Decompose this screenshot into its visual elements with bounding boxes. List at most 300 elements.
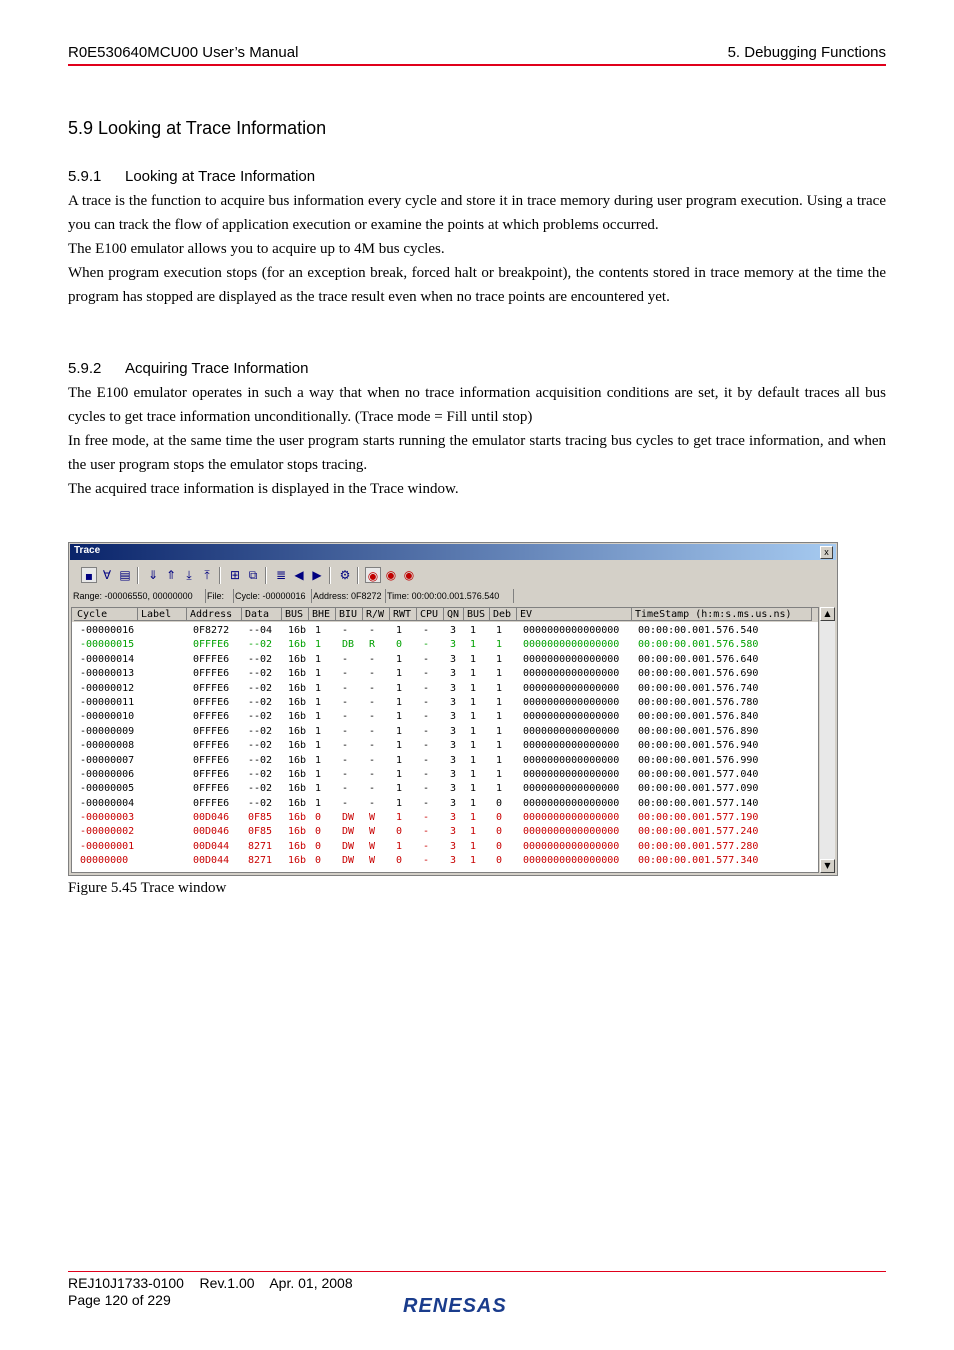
search-prev-icon[interactable]: ◉ — [403, 568, 415, 582]
cell-qn: 3 — [450, 840, 457, 852]
cell-bus: 1 — [470, 768, 477, 780]
filter-icon[interactable]: ∀ — [102, 568, 112, 582]
toolbar-separator — [137, 567, 139, 584]
table-row[interactable] — [72, 840, 818, 854]
cell-address: 0FFFE6 — [193, 696, 230, 708]
cell-ev: 0000000000000000 — [523, 797, 620, 809]
cell-cycle: -00000011 — [80, 696, 135, 708]
cell-ev: 0000000000000000 — [523, 696, 620, 708]
cell-bus-width: 16b — [288, 696, 307, 708]
vertical-scrollbar[interactable] — [819, 607, 835, 873]
cell-cycle: -00000009 — [80, 725, 135, 737]
cell-data: --02 — [248, 740, 273, 752]
cell-cpu: - — [423, 812, 430, 824]
cell-biu: - — [342, 725, 349, 737]
cell-ev: 0000000000000000 — [523, 754, 620, 766]
cell-rw: R — [369, 639, 376, 651]
cell-bhe: 1 — [315, 682, 322, 694]
column-header-deb[interactable]: Deb — [490, 608, 517, 621]
cell-timestamp: 00:00:00.001.576.540 — [638, 625, 759, 636]
cell-timestamp: 00:00:00.001.576.640 — [638, 653, 759, 665]
cell-address: 0FFFE6 — [193, 768, 230, 780]
cell-biu: - — [342, 711, 349, 723]
table-row[interactable] — [72, 653, 818, 667]
trace-window-title: Trace — [74, 545, 101, 556]
cell-bhe: 1 — [315, 639, 322, 651]
cell-data: 8271 — [248, 855, 273, 867]
cell-bus: 1 — [470, 855, 477, 867]
table-row[interactable] — [72, 739, 818, 753]
cell-timestamp: 00:00:00.001.576.690 — [638, 668, 759, 680]
cell-cycle: -00000013 — [80, 668, 135, 680]
cell-cycle: -00000006 — [80, 768, 135, 780]
column-header-ev[interactable]: EV — [517, 608, 632, 621]
cell-deb: 1 — [496, 768, 503, 780]
cell-bus-width: 16b — [288, 682, 307, 694]
cell-qn: 3 — [450, 826, 457, 838]
table-row[interactable] — [72, 725, 818, 739]
cell-bhe: 0 — [315, 855, 322, 867]
cell-cpu: - — [423, 725, 430, 737]
cell-cycle: -00000004 — [80, 797, 135, 809]
cell-ev: 0000000000000000 — [523, 840, 620, 852]
cell-cycle: -00000015 — [80, 639, 135, 651]
cell-ev: 0000000000000000 — [523, 725, 620, 737]
cell-data: --02 — [248, 639, 273, 651]
cell-rw: - — [369, 653, 376, 665]
column-header-biu[interactable]: BIU — [336, 608, 363, 621]
cell-address: 0FFFE6 — [193, 725, 230, 737]
cell-qn: 3 — [450, 696, 457, 708]
cell-rw: - — [369, 740, 376, 752]
cell-biu: DW — [342, 812, 355, 824]
cell-bhe: 1 — [315, 740, 322, 752]
cell-timestamp: 00:00:00.001.577.090 — [638, 783, 759, 795]
cell-data: --02 — [248, 711, 273, 723]
cell-bus: 1 — [470, 711, 477, 723]
trace-mode-icon[interactable]: ▪ — [81, 567, 97, 583]
cell-bus-width: 16b — [288, 812, 307, 824]
cell-timestamp: 00:00:00.001.576.940 — [638, 740, 759, 752]
search-next-icon[interactable]: ◉ — [385, 568, 397, 582]
cell-deb: 0 — [496, 840, 503, 852]
toolbar-separator — [265, 567, 267, 584]
cell-qn: 3 — [450, 855, 457, 867]
paragraph: The E100 emulator operates in such a way that when no trace information acquisition conditions are set, it by default traces all bus cycles to get trace information unconditionally. (Trace mode = Fill until stop) — [68, 385, 886, 425]
go-top-icon[interactable]: ⤒ — [204, 568, 210, 582]
cell-deb: 1 — [496, 754, 503, 766]
cell-rwt: 1 — [396, 840, 403, 852]
cell-cpu: - — [423, 696, 430, 708]
cell-rwt: 1 — [396, 812, 403, 824]
settings-icon[interactable]: ⚙ — [339, 568, 351, 582]
table-row[interactable] — [72, 768, 818, 782]
scroll-up-arrow-icon[interactable]: ▲ — [820, 607, 835, 621]
cell-deb: 1 — [496, 783, 503, 795]
column-header-address[interactable]: Address — [187, 608, 242, 621]
cell-timestamp: 00:00:00.001.577.040 — [638, 768, 759, 780]
cell-qn: 3 — [450, 639, 457, 651]
table-row[interactable] — [72, 667, 818, 681]
cell-address: 0F8272 — [193, 625, 230, 636]
cell-bhe: 1 — [315, 783, 322, 795]
trace-toolbar — [75, 565, 835, 587]
column-header-rwt[interactable]: RWT — [390, 608, 417, 621]
column-header-cpu[interactable]: CPU — [417, 608, 444, 621]
cell-data: --02 — [248, 668, 273, 680]
renesas-logo: RENESAS — [403, 1295, 507, 1317]
cell-deb: 1 — [496, 696, 503, 708]
toolbar-separator — [219, 567, 221, 584]
cell-timestamp: 00:00:00.001.576.840 — [638, 711, 759, 723]
cell-qn: 3 — [450, 783, 457, 795]
cell-timestamp: 00:00:00.001.576.740 — [638, 682, 759, 694]
table-row[interactable] — [72, 811, 818, 825]
cell-cycle: -00000001 — [80, 840, 135, 852]
cell-bus-width: 16b — [288, 783, 307, 795]
cell-rw: W — [369, 826, 376, 838]
column-header-label[interactable]: Label — [138, 608, 187, 621]
cell-deb: 0 — [496, 812, 503, 824]
cell-ev: 0000000000000000 — [523, 740, 620, 752]
cell-rw: - — [369, 668, 376, 680]
cell-cpu: - — [423, 797, 430, 809]
cell-bus: 1 — [470, 812, 477, 824]
cell-rwt: 1 — [396, 682, 403, 694]
cell-data: --02 — [248, 696, 273, 708]
subsection-number: 5.9.2 — [68, 360, 102, 377]
status-time: Time: 00:00:00.001.576.540 — [385, 589, 514, 603]
back-arrow-icon[interactable]: ◀ — [294, 568, 304, 582]
cell-bus: 1 — [470, 725, 477, 737]
cell-rw: W — [369, 812, 376, 824]
cell-biu: - — [342, 668, 349, 680]
cell-cpu: - — [423, 754, 430, 766]
doc-id: REJ10J1733-0100 — [68, 1275, 184, 1291]
trace-window-titlebar — [70, 544, 836, 560]
cell-bus-width: 16b — [288, 840, 307, 852]
column-header-timestamp[interactable]: TimeStamp (h:m:s.ms.us.ns) — [632, 608, 812, 621]
cell-rwt: 1 — [396, 725, 403, 737]
document-icon[interactable]: ▤ — [119, 568, 131, 582]
cell-rwt: 1 — [396, 653, 403, 665]
table-row[interactable] — [72, 854, 818, 868]
cell-cpu: - — [423, 826, 430, 838]
cell-biu: - — [342, 653, 349, 665]
trace-window — [68, 542, 838, 876]
cell-deb: 0 — [496, 855, 503, 867]
cell-bhe: 0 — [315, 826, 322, 838]
manual-title: R0E530640MCU00 User’s Manual — [68, 44, 299, 61]
subsection-number: 5.9.1 — [68, 168, 102, 185]
cell-deb: 0 — [496, 797, 503, 809]
cell-cpu: - — [423, 625, 430, 636]
cell-biu: - — [342, 682, 349, 694]
paragraph: The acquired trace information is displayed in the Trace window. — [68, 481, 459, 497]
cell-biu: DW — [342, 855, 355, 867]
paragraph: When program execution stops (for an exception break, forced halt or breakpoint), the contents stored in trace memory at the time the program has stopped are displayed as the trace result even when no trace points are encountered yet. — [68, 265, 886, 305]
cell-ev: 0000000000000000 — [523, 783, 620, 795]
cell-bus: 1 — [470, 653, 477, 665]
header-rule — [68, 64, 886, 66]
cell-address: 0FFFE6 — [193, 797, 230, 809]
cell-rw: - — [369, 725, 376, 737]
cell-address: 0FFFE6 — [193, 783, 230, 795]
table-row[interactable] — [72, 782, 818, 796]
cell-address: 0FFFE6 — [193, 668, 230, 680]
cell-cpu: - — [423, 711, 430, 723]
column-header-bus-width[interactable]: BUS — [282, 608, 309, 621]
cell-qn: 3 — [450, 740, 457, 752]
cell-timestamp: 00:00:00.001.577.140 — [638, 797, 759, 809]
cell-deb: 0 — [496, 826, 503, 838]
figure-caption: Figure 5.45 Trace window — [68, 880, 227, 896]
cell-timestamp: 00:00:00.001.577.280 — [638, 840, 759, 852]
subsection-heading-2 — [68, 360, 308, 377]
cell-qn: 3 — [450, 711, 457, 723]
cell-bus-width: 16b — [288, 826, 307, 838]
table-row[interactable] — [72, 797, 818, 811]
cell-bus-width: 16b — [288, 725, 307, 737]
table-row[interactable] — [72, 710, 818, 724]
scroll-down-arrow-icon[interactable]: ▼ — [820, 859, 835, 873]
cell-bus-width: 16b — [288, 639, 307, 651]
column-header-rw[interactable]: R/W — [363, 608, 390, 621]
cell-bhe: 1 — [315, 754, 322, 766]
cell-timestamp: 00:00:00.001.576.890 — [638, 725, 759, 737]
footer-rule — [68, 1271, 886, 1272]
cell-bus: 1 — [470, 783, 477, 795]
cell-bus-width: 16b — [288, 625, 307, 636]
page-number: Page 120 of 229 — [68, 1292, 171, 1308]
cell-rwt: 1 — [396, 668, 403, 680]
page-header — [68, 44, 886, 64]
cell-data: --04 — [248, 625, 273, 636]
cell-bhe: 1 — [315, 653, 322, 665]
cell-bus: 1 — [470, 682, 477, 694]
status-file: File: — [205, 589, 234, 603]
column-header-qn[interactable]: QN — [444, 608, 464, 621]
cell-rw: - — [369, 754, 376, 766]
cell-timestamp: 00:00:00.001.576.780 — [638, 696, 759, 708]
cell-ev: 0000000000000000 — [523, 639, 620, 651]
cell-bus-width: 16b — [288, 653, 307, 665]
column-header-bhe[interactable]: BHE — [309, 608, 336, 621]
cell-address: 00D046 — [193, 826, 230, 838]
cell-ev: 0000000000000000 — [523, 682, 620, 694]
cell-bus: 1 — [470, 668, 477, 680]
cell-bus-width: 16b — [288, 668, 307, 680]
cell-data: --02 — [248, 725, 273, 737]
cell-data: --02 — [248, 797, 273, 809]
cell-ev: 0000000000000000 — [523, 653, 620, 665]
cell-bus-width: 16b — [288, 797, 307, 809]
cell-deb: 1 — [496, 668, 503, 680]
close-button[interactable]: x — [820, 546, 833, 559]
chapter-title: 5. Debugging Functions — [727, 44, 886, 61]
cell-biu: - — [342, 768, 349, 780]
table-row[interactable] — [72, 624, 818, 638]
cell-bhe: 1 — [315, 625, 322, 636]
cell-cycle: -00000014 — [80, 653, 135, 665]
cell-bus-width: 16b — [288, 740, 307, 752]
cell-biu: - — [342, 797, 349, 809]
cell-cpu: - — [423, 740, 430, 752]
cell-cpu: - — [423, 639, 430, 651]
cell-bhe: 1 — [315, 725, 322, 737]
cell-timestamp: 00:00:00.001.577.190 — [638, 812, 759, 824]
cell-ev: 0000000000000000 — [523, 826, 620, 838]
cell-rwt: 0 — [396, 855, 403, 867]
cell-qn: 3 — [450, 653, 457, 665]
cell-rw: W — [369, 855, 376, 867]
cell-bus: 1 — [470, 740, 477, 752]
cell-data: 0F85 — [248, 826, 273, 838]
cell-deb: 1 — [496, 639, 503, 651]
cell-cpu: - — [423, 682, 430, 694]
tree-view-icon[interactable]: ⊞ — [229, 568, 241, 582]
cell-ev: 0000000000000000 — [523, 812, 620, 824]
cell-ev: 0000000000000000 — [523, 768, 620, 780]
cell-cpu: - — [423, 840, 430, 852]
subsection-title: Looking at Trace Information — [125, 168, 316, 185]
cell-address: 0FFFE6 — [193, 754, 230, 766]
column-header-row — [72, 608, 818, 622]
cell-timestamp: 00:00:00.001.576.990 — [638, 754, 759, 766]
scroll-down-icon[interactable]: ⇓ — [147, 568, 159, 582]
column-header-cycle[interactable]: Cycle — [74, 608, 138, 621]
cell-address: 0FFFE6 — [193, 653, 230, 665]
status-range: Range: -00006550, 00000000 — [71, 589, 206, 603]
date: Apr. 01, 2008 — [269, 1275, 353, 1291]
cell-bus: 1 — [470, 696, 477, 708]
cell-bhe: 1 — [315, 768, 322, 780]
cell-cycle: -00000007 — [80, 754, 135, 766]
cell-biu: DB — [342, 639, 355, 651]
cell-deb: 1 — [496, 625, 503, 636]
cell-biu: - — [342, 740, 349, 752]
cell-bhe: 0 — [315, 840, 322, 852]
cell-address: 0FFFE6 — [193, 682, 230, 694]
status-address: Address: 0F8272 — [311, 589, 386, 603]
table-row[interactable] — [72, 638, 818, 652]
cell-bus-width: 16b — [288, 768, 307, 780]
cell-data: --02 — [248, 783, 273, 795]
cell-cycle: -00000012 — [80, 682, 135, 694]
cell-cycle: -00000016 — [80, 625, 135, 636]
cell-cpu: - — [423, 855, 430, 867]
cell-rwt: 1 — [396, 625, 403, 636]
cell-cycle: -00000008 — [80, 740, 135, 752]
list-icon[interactable]: ≣ — [275, 568, 287, 582]
cell-rw: - — [369, 682, 376, 694]
cell-qn: 3 — [450, 812, 457, 824]
cell-rwt: 0 — [396, 639, 403, 651]
cell-timestamp: 00:00:00.001.577.240 — [638, 826, 759, 838]
cell-deb: 1 — [496, 725, 503, 737]
cell-ev: 0000000000000000 — [523, 668, 620, 680]
cell-rwt: 1 — [396, 797, 403, 809]
trace-rows — [72, 624, 818, 869]
cell-biu: - — [342, 783, 349, 795]
cell-bus: 1 — [470, 797, 477, 809]
table-row[interactable] — [72, 754, 818, 768]
subsection-body-2 — [68, 381, 886, 501]
cell-bus: 1 — [470, 639, 477, 651]
cell-rw: - — [369, 797, 376, 809]
status-cycle: Cycle: -00000016 — [233, 589, 312, 603]
cell-rw: - — [369, 711, 376, 723]
trace-grid — [71, 607, 819, 873]
cell-data: --02 — [248, 653, 273, 665]
go-bottom-icon[interactable]: ⤓ — [186, 568, 192, 582]
cell-bus-width: 16b — [288, 711, 307, 723]
copy-icon[interactable]: ⧉ — [248, 568, 258, 582]
cell-rwt: 0 — [396, 826, 403, 838]
cell-rwt: 1 — [396, 711, 403, 723]
cell-address: 0FFFE6 — [193, 740, 230, 752]
cell-cpu: - — [423, 768, 430, 780]
cell-deb: 1 — [496, 653, 503, 665]
cell-bus-width: 16b — [288, 754, 307, 766]
forward-arrow-icon[interactable]: ▶ — [312, 568, 322, 582]
section-title: 5.9 Looking at Trace Information — [68, 118, 327, 138]
cell-qn: 3 — [450, 797, 457, 809]
cell-deb: 1 — [496, 682, 503, 694]
cell-cycle: 00000000 — [80, 855, 129, 867]
cell-deb: 1 — [496, 711, 503, 723]
cell-address: 00D044 — [193, 855, 230, 867]
cell-ev: 0000000000000000 — [523, 625, 620, 636]
subsection-body-1 — [68, 189, 886, 309]
cell-bus: 1 — [470, 826, 477, 838]
cell-cycle: -00000002 — [80, 826, 135, 838]
cell-rwt: 1 — [396, 696, 403, 708]
cell-deb: 1 — [496, 740, 503, 752]
search-icon[interactable]: ◉ — [365, 567, 381, 583]
cell-rw: - — [369, 625, 376, 636]
toolbar-separator — [357, 567, 359, 584]
cell-address: 00D044 — [193, 840, 230, 852]
cell-address: 00D046 — [193, 812, 230, 824]
table-row[interactable] — [72, 682, 818, 696]
cell-bhe: 1 — [315, 668, 322, 680]
paragraph: The E100 emulator allows you to acquire up to 4M bus cycles. — [68, 241, 445, 257]
cell-qn: 3 — [450, 725, 457, 737]
cell-rwt: 1 — [396, 783, 403, 795]
table-row[interactable] — [72, 696, 818, 710]
cell-data: --02 — [248, 754, 273, 766]
cell-timestamp: 00:00:00.001.577.340 — [638, 855, 759, 867]
cell-qn: 3 — [450, 668, 457, 680]
cell-biu: - — [342, 625, 349, 636]
column-header-bus[interactable]: BUS — [464, 608, 490, 621]
cell-data: --02 — [248, 682, 273, 694]
cell-rw: - — [369, 768, 376, 780]
cell-bus: 1 — [470, 754, 477, 766]
scroll-up-icon[interactable]: ⇑ — [165, 568, 177, 582]
table-row[interactable] — [72, 825, 818, 839]
subsection-heading-1 — [68, 168, 315, 185]
cell-biu: DW — [342, 840, 355, 852]
cell-qn: 3 — [450, 754, 457, 766]
cell-biu: - — [342, 696, 349, 708]
cell-biu: - — [342, 754, 349, 766]
column-header-data[interactable]: Data — [242, 608, 282, 621]
cell-ev: 0000000000000000 — [523, 855, 620, 867]
cell-bus: 1 — [470, 840, 477, 852]
cell-rwt: 1 — [396, 740, 403, 752]
